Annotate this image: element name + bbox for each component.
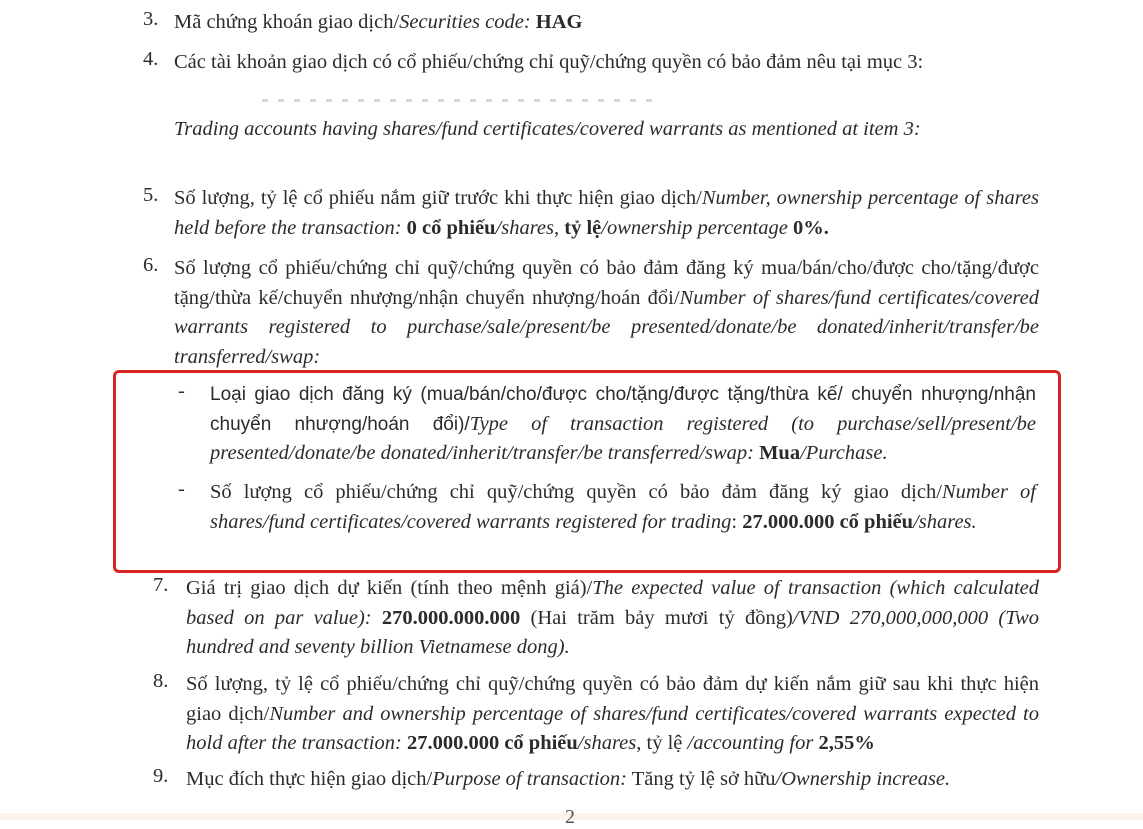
bullet-quantity (178, 478, 1038, 568)
item-text-en: Trading accounts having shares/fund certificates/covered warrants as mentioned at item 3: (174, 118, 921, 140)
faint-line (262, 99, 662, 102)
item-number: 3. (143, 8, 159, 30)
bullet-dash: - (178, 380, 185, 402)
item-3 (143, 8, 1043, 38)
item-number: 5. (143, 184, 159, 206)
securities-code: HAG (535, 11, 583, 33)
item-number: 4. (143, 48, 159, 70)
item-7 (153, 574, 1053, 664)
item-text: Giá trị giao dịch dự kiến (tính theo mệnh giá)/The expected value of transaction (which calculated based on par value): 270.000.000.000 (Hai trăm bảy mươi tỷ đồng)/VND 270,000,000,000 (Two hundred and seventy billion Vietnamese dong). (186, 577, 1039, 658)
label-vn: Mã chứng khoán giao dịch/ (174, 11, 400, 33)
page-number: 2 (565, 806, 575, 828)
bullet-transaction-type (178, 380, 1038, 470)
item-6 (143, 254, 1043, 374)
label-en: Securities code: (399, 11, 531, 33)
item-text: Mục đích thực hiện giao dịch/Purpose of transaction: Tăng tỷ lệ sở hữu/Ownership increase. (186, 768, 951, 790)
item-4 (143, 48, 1043, 148)
item-text: Số lượng, tỷ lệ cổ phiếu/chứng chỉ quỹ/chứng quyền có bảo đảm dự kiến nắm giữ sau khi thực hiện giao dịch/Number and ownership percentage of shares/fund certificates/covered warrants expected to hold after the transaction: 27.000.000 cổ phiếu/shares, tỷ lệ /accounting for 2,55% (186, 673, 1039, 754)
item-text: Số lượng cổ phiếu/chứng chỉ quỹ/chứng quyền có bảo đảm đăng ký mua/bán/cho/được cho/tặng/được tặng/thừa kế/chuyển nhượng/nhận chuyển nhượng/hoán đổi/Number of shares/fund certificates/covered warrants registered to purchase/sale/present/be presented/donate/be donated/inherit/transfer/be transferred/swap: (174, 257, 1039, 368)
item-number: 8. (153, 670, 169, 692)
item-5 (143, 184, 1043, 244)
item-9 (153, 765, 1053, 795)
bullet-text: Loại giao dịch đăng ký (mua/bán/cho/được cho/tặng/được tặng/thừa kế/ chuyển nhượng/nhận chuyển nhượng/hoán đổi)/Type of transaction registered (to purchase/sell/present/be presented/donate/be donated/inherit/transfer/be transferred/swap: Mua/Purchase. (210, 384, 1036, 464)
item-number: 9. (153, 765, 169, 787)
bullet-dash: - (178, 478, 185, 500)
item-text-vn: Các tài khoản giao dịch có cổ phiếu/chứng chỉ quỹ/chứng quyền có bảo đảm nêu tại mục 3: (174, 51, 924, 73)
item-text: Số lượng, tỷ lệ cổ phiếu nắm giữ trước khi thực hiện giao dịch/Number, ownership percentage of shares held before the transaction: 0 cổ phiếu/shares, tỷ lệ/ownership percentage 0%. (174, 187, 1039, 239)
item-number: 6. (143, 254, 159, 276)
item-8 (153, 670, 1053, 760)
item-text (174, 8, 1034, 38)
item-number: 7. (153, 574, 169, 596)
bullet-text: Số lượng cổ phiếu/chứng chỉ quỹ/chứng quyền có bảo đảm đăng ký giao dịch/Number of shares/fund certificates/covered warrants registered for trading: 27.000.000 cổ phiếu/shares. (210, 481, 1036, 533)
